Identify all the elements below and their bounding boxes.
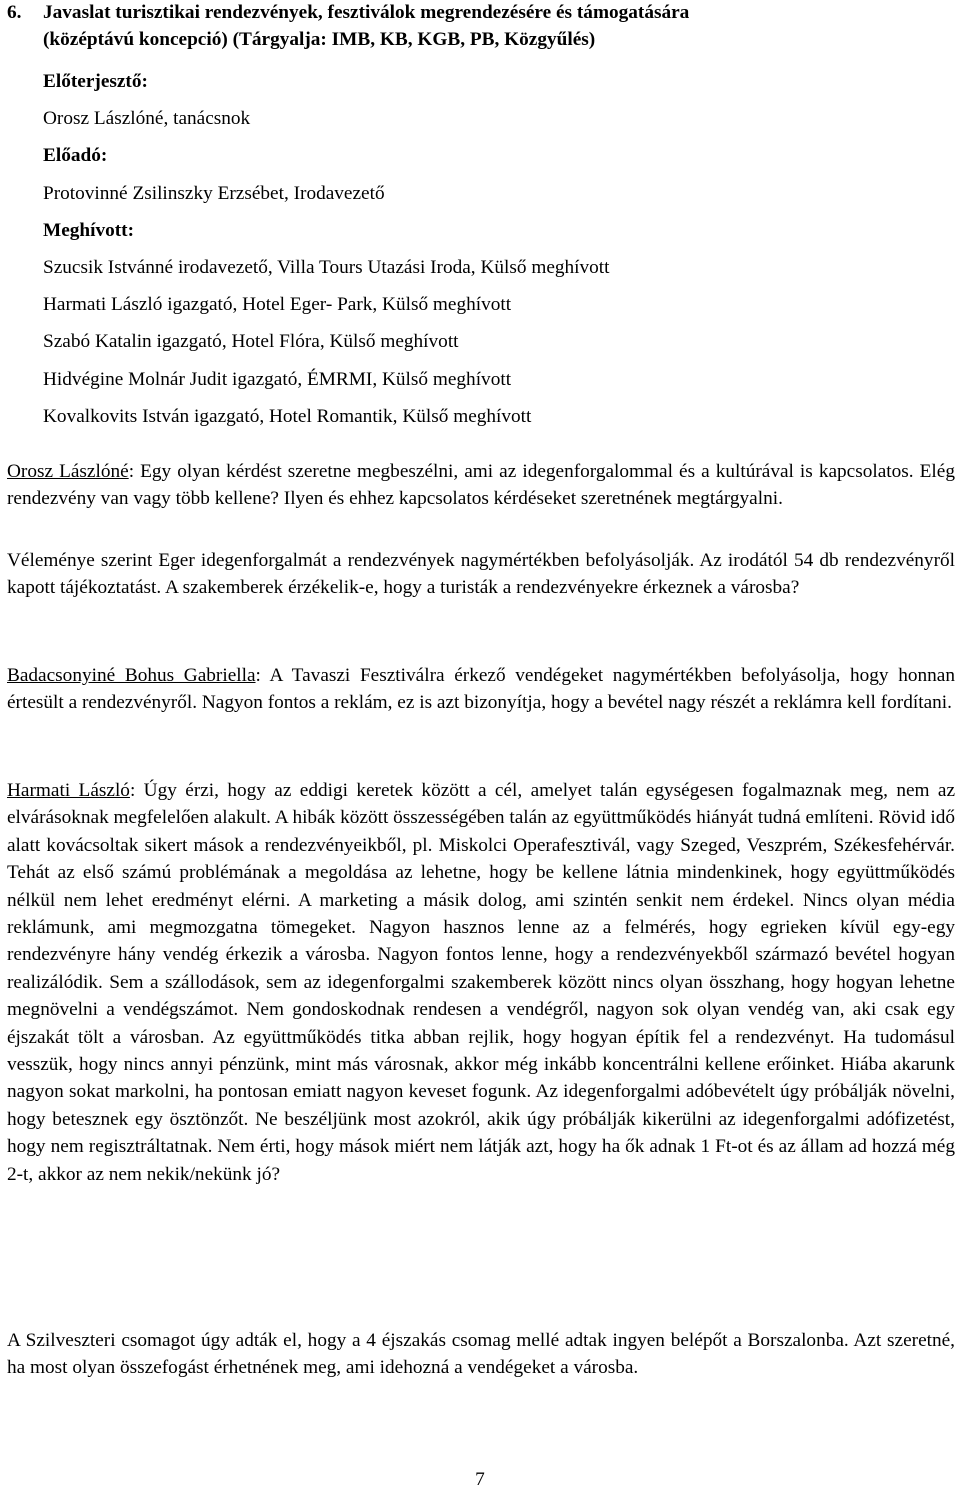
invited-person: Kovalkovits István igazgató, Hotel Romantik, Külső meghívott	[43, 405, 532, 427]
invited-person: Szabó Katalin igazgató, Hotel Flóra, Külső meghívott	[43, 331, 459, 353]
speech-paragraph	[7, 662, 955, 717]
invited-person: Harmati László igazgató, Hotel Eger- Park, Külső meghívott	[43, 294, 512, 316]
presenter-label: Előterjesztő:	[43, 71, 148, 92]
page-number: 7	[475, 1469, 485, 1490]
agenda-item-number: 6.	[7, 2, 22, 23]
speech-text: : Úgy érzi, hogy az eddigi keretek között a cél, amelyet talán egységesen fogalmaznak meg, nem az elvárásoknak megfelelően alakult. A hibák között összességében talán az együttműködés hiányát tudná említeni. Rövid idő alatt kovácsoltak sikert mások a rendezvényeikből, pl. Miskolci Operafesztivál, vagy Szeged, Veszprém, Székesfehérvár. Tehát az első számú problémának a megoldása az lehetne, hogy be kellene látnia mindenkinek, hogy együttműködés nélkül nem lehet eredményt elérni. A marketing a másik dolog, ami szintén senkit nem érdekel. Nincs olyan média reklámunk, ami megmozgatna tömegeket. Nagyon hasznos lenne az a felmérés, hogy egrieken kívül egy-egy rendezvényre hány vendég érkezik a városba. Nagyon fontos lenne, hogy a rendezvényekből származó bevétel hogyan realizálódik. Sem a szállodások, sem az idegenforgalmi szakemberek között nincs olyan összhang, hogy hogyan lehetne megnövelni a vendégszámot. Nem gondoskodnak rendesen a vendégről, nagyon sok olyan vendég van, aki csak egy éjszakát tölt a városban. Az együttműködés titka abban rejlik, hogy hogyan építik fel a rendezvényt. Ha tudomásul vesszük, hogy nincs annyi pénzünk, mint más városnak, akkor még inkább koncentrálni kellene erőinket. Hiába akarunk nagyon sokat markolni, ha pontosan emiatt nagyon keveset fogunk. Az idegenforgalmi adóbevételt úgy próbálják növelni, hogy betesznek egy ösztönzőt. Ne beszéljünk most azokról, akik úgy próbálják kikerülni az idegenforgalmi adófizetést, hogy nem regisztráltatnak. Nem érti, hogy mások miért nem látják azt, hogy ha ők adnak 1 Ft-ot és az állam ad hozzá még 2-t, akkor az nem nekik/nekünk jó?	[7, 780, 956, 1185]
speaker-name-badacsonyine: Badacsonyiné Bohus Gabriella	[7, 665, 256, 686]
invited-label: Meghívott:	[43, 219, 135, 241]
speech-paragraph	[7, 1327, 955, 1382]
speech-paragraph	[7, 458, 955, 513]
meeting-info	[43, 63, 955, 435]
speaker-name-harmati: Harmati László	[7, 780, 130, 801]
speaker-label: Előadó:	[43, 145, 108, 167]
title-line-2: (középtávú koncepció) (Tárgyalja: IMB, KB, KGB, PB, Közgyűlés)	[43, 29, 596, 51]
speech-text: : A Tavaszi Fesztiválra érkező vendégeket nagymértékben befolyásolja, hogy honnan értesült a rendezvényről. Nagyon fontos a reklám, ez is azt bizonyítja, hogy a bevétel nagy részét a reklámra kell fordítani.	[7, 665, 955, 714]
invited-person: Hidvégine Molnár Judit igazgató, ÉMRMI, Külső meghívott	[43, 368, 512, 390]
speech-text: Véleménye szerint Eger idegenforgalmát a rendezvények nagymértékben befolyásolják. Az irodától 54 db rendezvényről kapott tájékoztatást. A szakemberek érzékelik-e, hogy a turisták a rendezvényekre érkeznek a városba?	[7, 550, 955, 599]
speech-text: A Szilveszteri csomagot úgy adták el, hogy a 4 éjszakás csomag mellé adtak ingyen belépőt a Borszalonba. Azt szeretné, ha most olyan összefogást érhetnének meg, ami idehozná a vendégeket a városba.	[7, 1330, 955, 1379]
speech-text: : Egy olyan kérdést szeretne megbeszélni, ami az idegenforgalommal és a kultúrával is kapcsolatos. Elég rendezvény van vagy több kellene? Ilyen és ehhez kapcsolatos kérdéseket szeretnének megtárgyalni.	[7, 461, 955, 510]
speech-paragraph	[7, 777, 955, 1188]
speaker-name-orosz: Orosz Lászlóné	[7, 461, 129, 482]
agenda-item-title	[7, 0, 955, 54]
title-line-1: Javaslat turisztikai rendezvények, fesztiválok megrendezésére és támogatására	[43, 2, 690, 23]
invited-person: Szucsik Istvánné irodavezető, Villa Tours Utazási Iroda, Külső meghívott	[43, 257, 610, 279]
presenter-name: Orosz Lászlóné, tanácsnok	[43, 108, 251, 130]
speech-paragraph	[7, 547, 955, 602]
speaker-name: Protovinné Zsilinszky Erzsébet, Irodavezető	[43, 182, 385, 204]
